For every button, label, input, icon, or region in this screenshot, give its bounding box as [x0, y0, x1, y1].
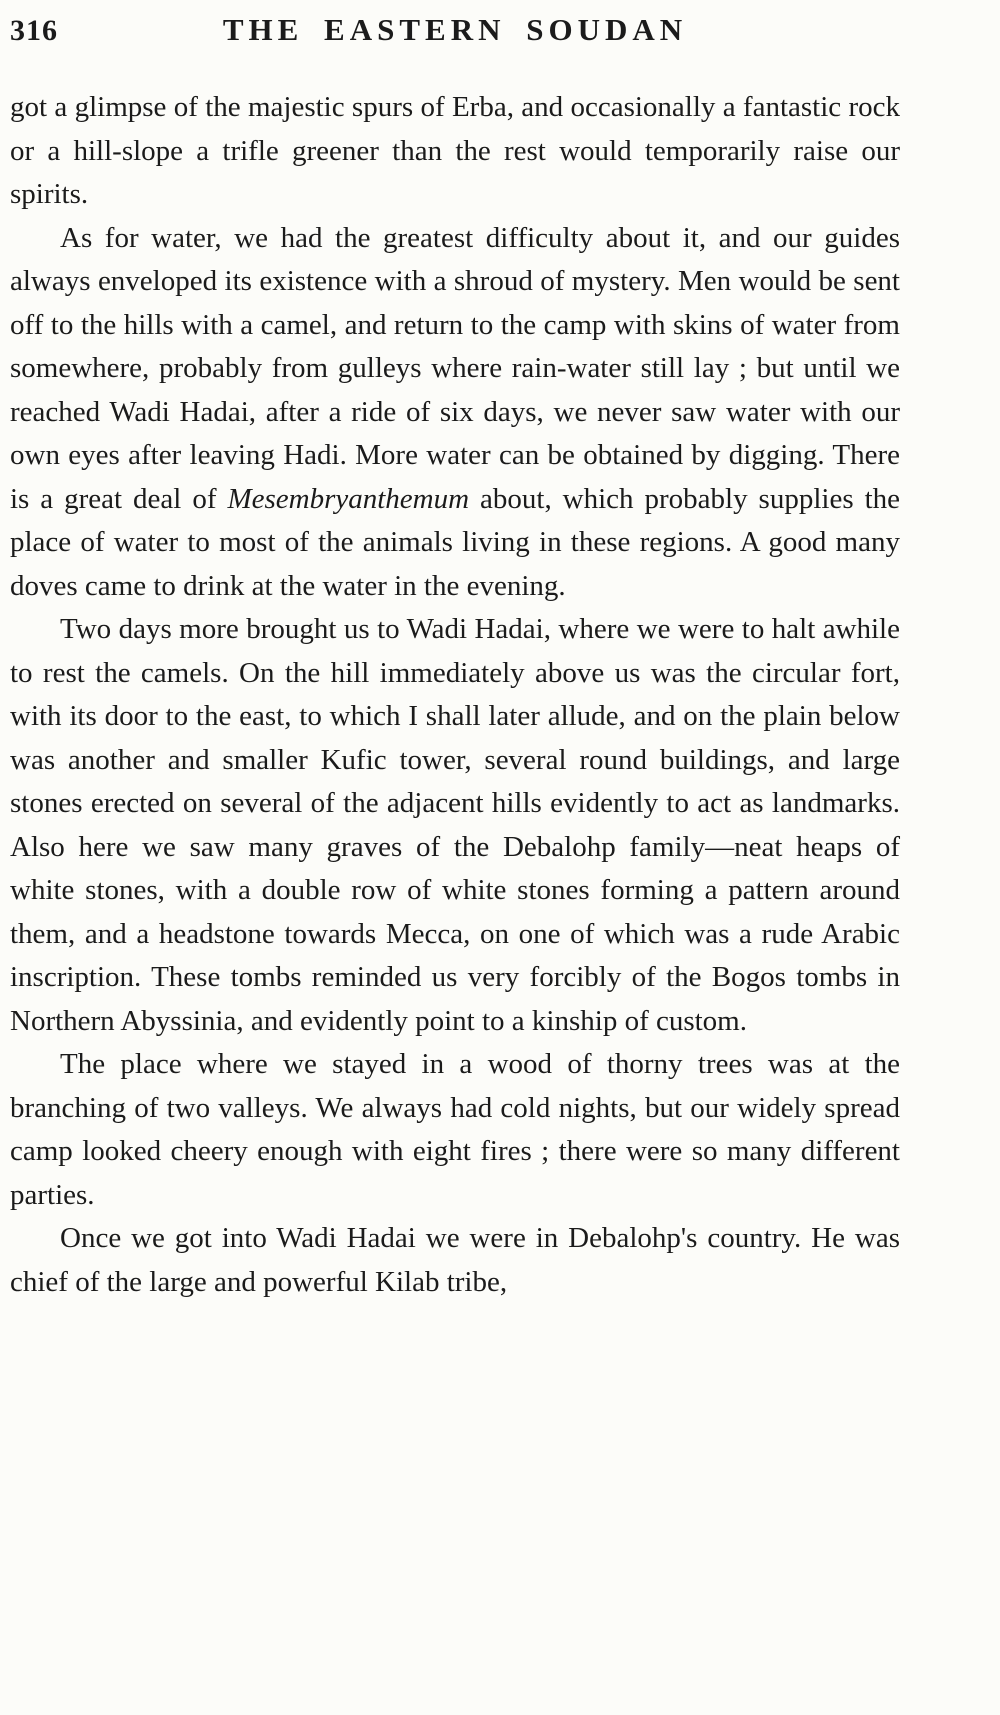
paragraph-5-text: Once we got into Wadi Hadai we were in Debalohp's country. He was chief of the large and powerful Kilab tribe, — [10, 1222, 900, 1298]
paragraph-5 — [10, 1217, 900, 1304]
paragraph-4-text: The place where we stayed in a wood of thorny trees was at the branching of two valleys. We always had cold nights, but our widely spread camp looked cheery enough with eight fires ; there were so many different parties. — [10, 1048, 900, 1211]
page-number: 316 — [10, 14, 58, 47]
page-body — [10, 86, 900, 1304]
running-title: THE EASTERN SOUDAN — [222, 12, 688, 47]
paragraph-2-text-a: As for water, we had the greatest difficulty about it, and our guides always enveloped its existence with a shroud of mystery. Men would be sent off to the hills with a camel, and return to the camp with skins of water from somewhere, probably from gulleys where rain-water still lay ; but until we reached Wadi Hadai, after a ride of six days, we never saw water with our own eyes after leaving Hadi. More water can be obtained by digging. There is a great deal of — [10, 221, 900, 515]
paragraph-3 — [10, 608, 900, 1043]
paragraph-2-text-b: about, which probably supplies the place of water to most of the animals living in these regions. A good many doves came to drink at the water in the evening. — [10, 482, 900, 602]
paragraph-4 — [10, 1043, 900, 1217]
page-header — [10, 12, 900, 62]
paragraph-2-italic-term: Mesembryanthemum — [227, 482, 470, 515]
paragraph-2 — [10, 217, 900, 609]
paragraph-1 — [10, 86, 900, 217]
paragraph-1-text: got a glimpse of the majestic spurs of Erba, and occasionally a fantastic rock or a hill-slope a trifle greener than the rest would temporarily raise our spirits. — [10, 91, 900, 210]
paragraph-3-text: Two days more brought us to Wadi Hadai, where we were to halt awhile to rest the camels. On the hill immediately above us was the circular fort, with its door to the east, to which I shall later allude, and on the plain below was another and smaller Kufic tower, several round buildings, and large stones erected on several of the adjacent hills evidently to act as landmarks. Also here we saw many graves of the Debalohp family—neat heaps of white stones, with a double row of white stones forming a pattern around them, and a headstone towards Mecca, on one of which was a rude Arabic inscription. These tombs reminded us very forcibly of the Bogos tombs in Northern Abyssinia, and evidently point to a kinship of custom. — [10, 613, 900, 1037]
